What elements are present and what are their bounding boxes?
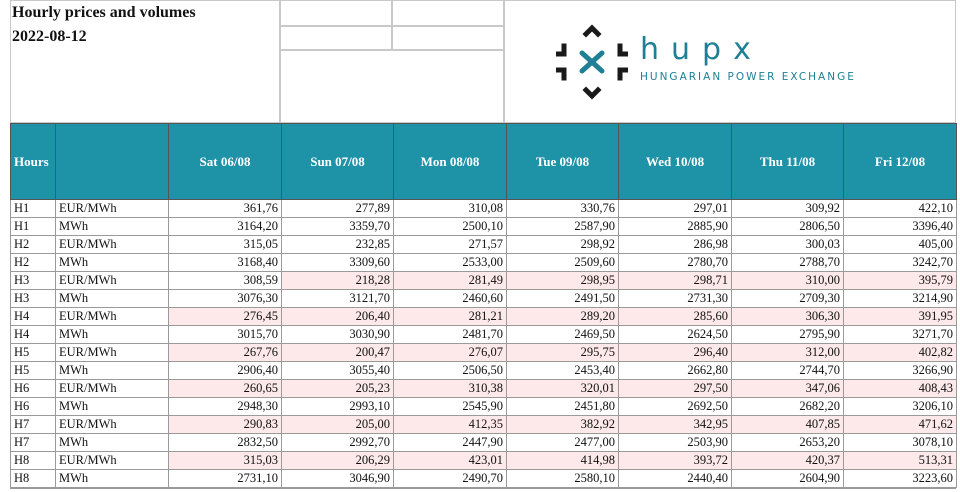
table-row xyxy=(11,254,957,272)
table-header-row xyxy=(11,124,957,200)
value-cell: 402,82 xyxy=(844,344,957,362)
value-cell: 2440,40 xyxy=(619,470,732,488)
unit-cell: MWh xyxy=(56,434,169,452)
value-cell: 2692,50 xyxy=(619,398,732,416)
value-cell: 2948,30 xyxy=(169,398,282,416)
value-cell: 2469,50 xyxy=(507,326,619,344)
value-cell: 423,01 xyxy=(394,452,507,470)
value-cell: 218,28 xyxy=(282,272,394,290)
value-cell: 2906,40 xyxy=(169,362,282,380)
hour-cell: H8 xyxy=(11,470,56,488)
value-cell: 393,72 xyxy=(619,452,732,470)
table-body xyxy=(11,200,957,488)
logo-subtitle: HUNGARIAN POWER EXCHANGE xyxy=(640,71,856,83)
value-cell: 412,35 xyxy=(394,416,507,434)
unit-cell: EUR/MWh xyxy=(56,308,169,326)
hour-cell: H3 xyxy=(11,272,56,290)
unit-cell: MWh xyxy=(56,254,169,272)
hour-cell: H5 xyxy=(11,344,56,362)
value-cell: 298,95 xyxy=(507,272,619,290)
value-cell: 281,49 xyxy=(394,272,507,290)
column-header-day: Sun 07/08 xyxy=(282,124,394,200)
value-cell: 2604,90 xyxy=(732,470,844,488)
hour-cell: H4 xyxy=(11,308,56,326)
header-empty-cell xyxy=(280,50,504,123)
value-cell: 2806,50 xyxy=(732,218,844,236)
value-cell: 290,83 xyxy=(169,416,282,434)
value-cell: 405,00 xyxy=(844,236,957,254)
column-header-day: Tue 09/08 xyxy=(507,124,619,200)
value-cell: 300,03 xyxy=(732,236,844,254)
value-cell: 297,01 xyxy=(619,200,732,218)
header-empty-cell xyxy=(392,26,504,50)
value-cell: 2447,90 xyxy=(394,434,507,452)
value-cell: 471,62 xyxy=(844,416,957,434)
value-cell: 205,23 xyxy=(282,380,394,398)
hour-cell: H8 xyxy=(11,452,56,470)
value-cell: 2624,50 xyxy=(619,326,732,344)
value-cell: 2460,60 xyxy=(394,290,507,308)
value-cell: 2731,30 xyxy=(619,290,732,308)
value-cell: 2780,70 xyxy=(619,254,732,272)
value-cell: 310,00 xyxy=(732,272,844,290)
hour-cell: H2 xyxy=(11,236,56,254)
value-cell: 276,07 xyxy=(394,344,507,362)
column-header-unit xyxy=(56,124,169,200)
hour-cell: H7 xyxy=(11,416,56,434)
value-cell: 407,85 xyxy=(732,416,844,434)
table-row xyxy=(11,326,957,344)
unit-cell: EUR/MWh xyxy=(56,380,169,398)
table-row xyxy=(11,470,957,488)
table-row xyxy=(11,398,957,416)
value-cell: 277,89 xyxy=(282,200,394,218)
value-cell: 232,85 xyxy=(282,236,394,254)
value-cell: 3055,40 xyxy=(282,362,394,380)
value-cell: 3078,10 xyxy=(844,434,957,452)
value-cell: 2506,50 xyxy=(394,362,507,380)
value-cell: 2490,70 xyxy=(394,470,507,488)
value-cell: 3015,70 xyxy=(169,326,282,344)
value-cell: 3309,60 xyxy=(282,254,394,272)
table-bottom-edge xyxy=(10,488,956,492)
value-cell: 2709,30 xyxy=(732,290,844,308)
value-cell: 308,59 xyxy=(169,272,282,290)
value-cell: 2477,00 xyxy=(507,434,619,452)
value-cell: 2993,10 xyxy=(282,398,394,416)
value-cell: 205,00 xyxy=(282,416,394,434)
table-row xyxy=(11,344,957,362)
value-cell: 289,20 xyxy=(507,308,619,326)
value-cell: 361,76 xyxy=(169,200,282,218)
logo-wordmark: hupx xyxy=(640,32,763,67)
value-cell: 3076,30 xyxy=(169,290,282,308)
table-row xyxy=(11,362,957,380)
report-date: 2022-08-12 xyxy=(12,28,87,45)
value-cell: 342,95 xyxy=(619,416,732,434)
value-cell: 285,60 xyxy=(619,308,732,326)
column-header-day: Wed 10/08 xyxy=(619,124,732,200)
value-cell: 3168,40 xyxy=(169,254,282,272)
value-cell: 2503,90 xyxy=(619,434,732,452)
value-cell: 2587,90 xyxy=(507,218,619,236)
value-cell: 276,45 xyxy=(169,308,282,326)
value-cell: 3046,90 xyxy=(282,470,394,488)
value-cell: 3164,20 xyxy=(169,218,282,236)
value-cell: 2500,10 xyxy=(394,218,507,236)
value-cell: 2662,80 xyxy=(619,362,732,380)
table-row xyxy=(11,272,957,290)
header-empty-cell xyxy=(280,26,392,50)
value-cell: 382,92 xyxy=(507,416,619,434)
value-cell: 2545,90 xyxy=(394,398,507,416)
value-cell: 2992,70 xyxy=(282,434,394,452)
value-cell: 3271,70 xyxy=(844,326,957,344)
value-cell: 312,00 xyxy=(732,344,844,362)
value-cell: 320,01 xyxy=(507,380,619,398)
table-row xyxy=(11,200,957,218)
hour-cell: H3 xyxy=(11,290,56,308)
unit-cell: MWh xyxy=(56,290,169,308)
hupx-mark-icon xyxy=(556,20,628,104)
column-header-hours: Hours xyxy=(11,124,56,200)
value-cell: 306,30 xyxy=(732,308,844,326)
table-row xyxy=(11,434,957,452)
value-cell: 267,76 xyxy=(169,344,282,362)
hour-cell: H6 xyxy=(11,398,56,416)
value-cell: 2453,40 xyxy=(507,362,619,380)
value-cell: 420,37 xyxy=(732,452,844,470)
value-cell: 315,03 xyxy=(169,452,282,470)
value-cell: 391,95 xyxy=(844,308,957,326)
value-cell: 2682,20 xyxy=(732,398,844,416)
value-cell: 310,08 xyxy=(394,200,507,218)
header-empty-cell xyxy=(280,0,392,26)
value-cell: 395,79 xyxy=(844,272,957,290)
value-cell: 3214,90 xyxy=(844,290,957,308)
value-cell: 298,71 xyxy=(619,272,732,290)
value-cell: 3396,40 xyxy=(844,218,957,236)
unit-cell: MWh xyxy=(56,218,169,236)
value-cell: 3242,70 xyxy=(844,254,957,272)
value-cell: 2653,20 xyxy=(732,434,844,452)
value-cell: 2533,00 xyxy=(394,254,507,272)
prices-volumes-table xyxy=(10,123,957,488)
value-cell: 347,06 xyxy=(732,380,844,398)
value-cell: 2731,10 xyxy=(169,470,282,488)
value-cell: 3223,60 xyxy=(844,470,957,488)
unit-cell: EUR/MWh xyxy=(56,344,169,362)
unit-cell: MWh xyxy=(56,326,169,344)
value-cell: 513,31 xyxy=(844,452,957,470)
value-cell: 298,92 xyxy=(507,236,619,254)
table-row xyxy=(11,416,957,434)
table-row xyxy=(11,290,957,308)
header-empty-cell xyxy=(392,0,504,26)
value-cell: 2885,90 xyxy=(619,218,732,236)
value-cell: 206,29 xyxy=(282,452,394,470)
value-cell: 2744,70 xyxy=(732,362,844,380)
column-header-day: Thu 11/08 xyxy=(732,124,844,200)
hupx-logo xyxy=(556,20,856,104)
value-cell: 3206,10 xyxy=(844,398,957,416)
value-cell: 3266,90 xyxy=(844,362,957,380)
column-header-day: Mon 08/08 xyxy=(394,124,507,200)
value-cell: 414,98 xyxy=(507,452,619,470)
table-row xyxy=(11,308,957,326)
unit-cell: EUR/MWh xyxy=(56,272,169,290)
table-row xyxy=(11,452,957,470)
hour-cell: H5 xyxy=(11,362,56,380)
unit-cell: EUR/MWh xyxy=(56,200,169,218)
value-cell: 330,76 xyxy=(507,200,619,218)
value-cell: 260,65 xyxy=(169,380,282,398)
unit-cell: EUR/MWh xyxy=(56,452,169,470)
value-cell: 2832,50 xyxy=(169,434,282,452)
page-title: Hourly prices and volumes xyxy=(12,4,196,21)
value-cell: 408,43 xyxy=(844,380,957,398)
value-cell: 422,10 xyxy=(844,200,957,218)
value-cell: 200,47 xyxy=(282,344,394,362)
unit-cell: EUR/MWh xyxy=(56,416,169,434)
unit-cell: EUR/MWh xyxy=(56,236,169,254)
unit-cell: MWh xyxy=(56,398,169,416)
value-cell: 310,38 xyxy=(394,380,507,398)
value-cell: 2451,80 xyxy=(507,398,619,416)
value-cell: 296,40 xyxy=(619,344,732,362)
value-cell: 297,50 xyxy=(619,380,732,398)
column-header-day: Sat 06/08 xyxy=(169,124,282,200)
hour-cell: H4 xyxy=(11,326,56,344)
hour-cell: H7 xyxy=(11,434,56,452)
column-header-day: Fri 12/08 xyxy=(844,124,957,200)
value-cell: 3359,70 xyxy=(282,218,394,236)
value-cell: 3121,70 xyxy=(282,290,394,308)
value-cell: 2580,10 xyxy=(507,470,619,488)
value-cell: 2491,50 xyxy=(507,290,619,308)
value-cell: 206,40 xyxy=(282,308,394,326)
value-cell: 286,98 xyxy=(619,236,732,254)
value-cell: 309,92 xyxy=(732,200,844,218)
table-row xyxy=(11,218,957,236)
value-cell: 2788,70 xyxy=(732,254,844,272)
table-row xyxy=(11,380,957,398)
value-cell: 2509,60 xyxy=(507,254,619,272)
hour-cell: H1 xyxy=(11,200,56,218)
value-cell: 315,05 xyxy=(169,236,282,254)
value-cell: 3030,90 xyxy=(282,326,394,344)
value-cell: 2795,90 xyxy=(732,326,844,344)
value-cell: 271,57 xyxy=(394,236,507,254)
hour-cell: H1 xyxy=(11,218,56,236)
table-row xyxy=(11,236,957,254)
value-cell: 295,75 xyxy=(507,344,619,362)
value-cell: 2481,70 xyxy=(394,326,507,344)
unit-cell: MWh xyxy=(56,362,169,380)
hour-cell: H6 xyxy=(11,380,56,398)
hour-cell: H2 xyxy=(11,254,56,272)
unit-cell: MWh xyxy=(56,470,169,488)
value-cell: 281,21 xyxy=(394,308,507,326)
